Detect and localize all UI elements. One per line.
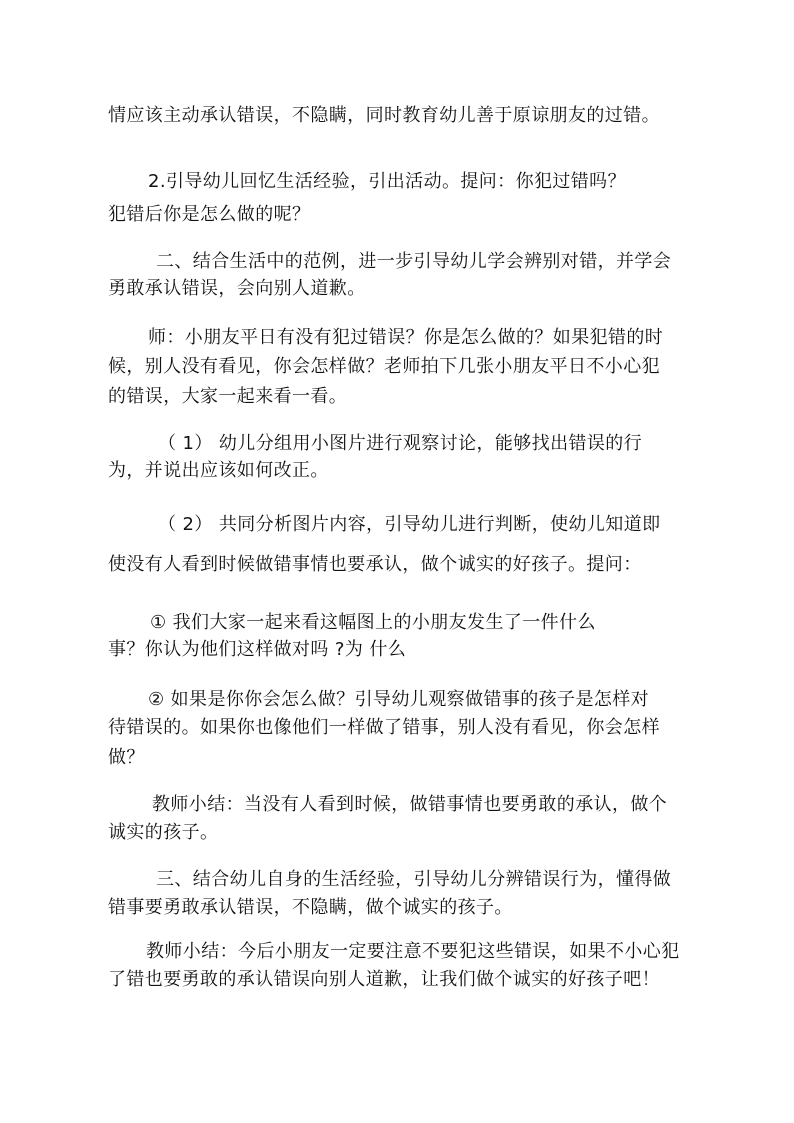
text-line: 使没有人看到时候做错事情也要承认，做个诚实的好孩子。提问： [108, 554, 642, 575]
text-line: ② 如果是你你会怎么做？引导幼儿观察做错事的孩子是怎样对 [148, 689, 650, 710]
text-line: （ 1） 幼儿分组用小图片进行观察讨论，能够找出错误的行 [158, 433, 643, 454]
text-line: 教师小结：当没有人看到时候，做错事情也要勇敢的承认，做个 [152, 794, 668, 815]
text-line: 为，并说出应该如何改正。 [108, 460, 329, 481]
text-line: 了错也要勇敢的承认错误向别人道歉，让我们做个诚实的好孩子吧！ [108, 969, 660, 990]
text-line: 三、结合幼儿自身的生活经验，引导幼儿分辨错误行为，懂得做 [156, 869, 672, 890]
text-line: ① 我们大家一起来看这幅图上的小朋友发生了一件什么 [150, 612, 596, 633]
text-line: 二、结合生活中的范例，进一步引导幼儿学会辨别对错，并学会 [156, 251, 672, 272]
text-line: 事？你认为他们这样做对吗 ?为 什么 [108, 639, 407, 660]
text-line: 错事要勇敢承认错误，不隐瞒，做个诚实的孩子。 [108, 897, 513, 918]
text-line: 犯错后你是怎么做的呢？ [108, 204, 311, 225]
text-line: 候，别人没有看见，你会怎样做？老师拍下几张小朋友平日不小心犯 [108, 356, 660, 377]
text-line: 2.引导幼儿回忆生活经验，引出活动。提问：你犯过错吗？ [148, 171, 626, 192]
text-line: 师：小朋友平日有没有犯过错误？你是怎么做的？如果犯错的时 [148, 327, 664, 348]
text-line: 的错误，大家一起来看一看。 [108, 386, 348, 407]
text-line: 勇敢承认错误，会向别人道歉。 [108, 278, 366, 299]
text-line: 诚实的孩子。 [108, 822, 219, 843]
text-line: 待错误的。如果你也像他们一样做了错事，别人没有看见，你会怎样 [108, 717, 660, 738]
text-line: 教师小结：今后小朋友一定要注意不要犯这些错误，如果不小心犯 [146, 941, 680, 962]
text-line: （ 2） 共同分析图片内容，引导幼儿进行判断，使幼儿知道即 [158, 514, 661, 535]
text-line: 情应该主动承认错误，不隐瞒，同时教育幼儿善于原谅朋友的过错。 [108, 105, 660, 126]
text-line: 做？ [108, 747, 145, 768]
